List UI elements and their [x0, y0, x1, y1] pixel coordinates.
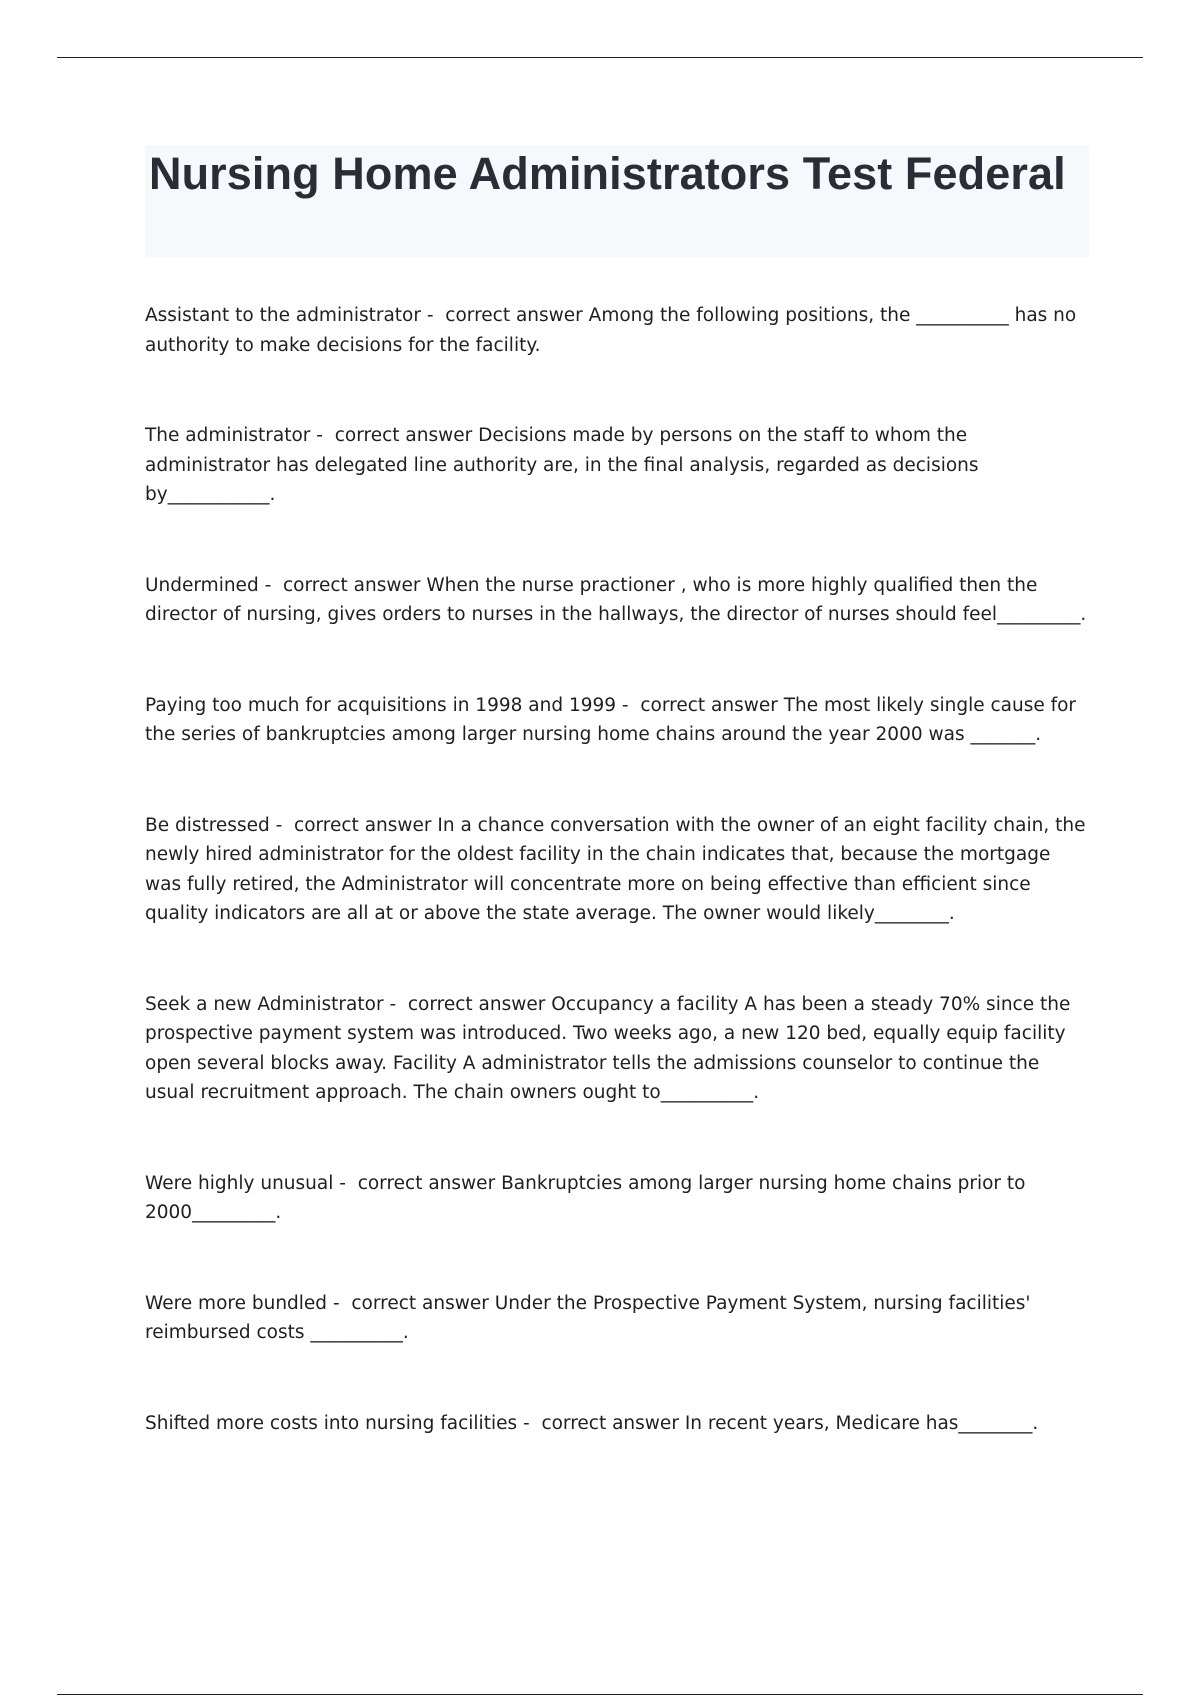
answer-separator: - correct answer [327, 1292, 495, 1314]
answer-text: Shifted more costs into nursing facilities [145, 1412, 518, 1434]
title-block [145, 145, 1089, 257]
qa-item [145, 990, 1089, 1108]
answer-separator: - correct answer [333, 1172, 502, 1194]
qa-item [145, 691, 1089, 750]
answer-text: Paying too much for acquisitions in 1998 and 1999 [145, 694, 617, 716]
answer-separator: - correct answer [269, 814, 438, 836]
question-text: Bankruptcies among larger nursing home chains prior to 2000_________. [145, 1172, 1026, 1223]
qa-item [145, 811, 1089, 929]
answer-separator: - correct answer [517, 1412, 685, 1434]
answer-text: Were highly unusual [145, 1172, 334, 1194]
answer-separator: - correct answer [420, 305, 589, 326]
answer-text: Undermined [145, 574, 259, 596]
qa-item [145, 1289, 1089, 1348]
question-text: Occupancy a facility A has been a steady 70% since the prospective payment system was introduced. Two weeks ago, a new 120 bed, equally equip facility open several blocks away. Facility A administrator tells the admissions counselor to continue the usual recruitment approach. The chain owners ought to__________. [145, 993, 1071, 1103]
qa-item [145, 301, 1089, 360]
qa-list [145, 301, 1089, 1438]
answer-separator: - correct answer [616, 694, 784, 716]
question-text: When the nurse practioner , who is more highly qualified then the director of nursing, gives orders to nurses in the hallways, the director of nurses should feel_________. [145, 574, 1087, 625]
qa-item [145, 1409, 1089, 1439]
answer-text: Seek a new Administrator [145, 993, 384, 1015]
question-text: Decisions made by persons on the staff to whom the administrator has delegated line authority are, in the final analysis, regarded as decisions by___________. [145, 425, 979, 505]
answer-separator: - correct answer [258, 574, 427, 596]
question-text: The most likely single cause for the series of bankruptcies among larger nursing home chains around the year 2000 was _______. [145, 694, 1077, 745]
answer-separator: - correct answer [310, 425, 479, 446]
bottom-divider [57, 1694, 1143, 1695]
answer-text: Were more bundled [145, 1292, 328, 1314]
qa-item [145, 421, 1089, 510]
answer-text: Be distressed [145, 814, 270, 836]
qa-item [145, 571, 1089, 630]
answer-separator: - correct answer [383, 993, 552, 1015]
document-title: Nursing Home Administrators Test Federal [149, 148, 1066, 199]
question-text: Under the Prospective Payment System, nursing facilities' reimbursed costs __________. [145, 1292, 1031, 1343]
qa-item [145, 1169, 1089, 1228]
answer-text: The administrator [145, 425, 311, 446]
top-divider [57, 57, 1143, 58]
question-text: In a chance conversation with the owner of an eight facility chain, the newly hired administrator for the oldest facility in the chain indicates that, because the mortgage was fully retired, the Administrator will concentrate more on being effective than efficient since quality indicators are all at or above the state average. The owner would likely________. [145, 814, 1086, 924]
question-text: In recent years, Medicare has________. [684, 1412, 1039, 1434]
answer-text: Assistant to the administrator [145, 305, 421, 326]
question-text: Among the following positions, the __________ has no authority to make decisions for the facility. [145, 305, 1077, 356]
